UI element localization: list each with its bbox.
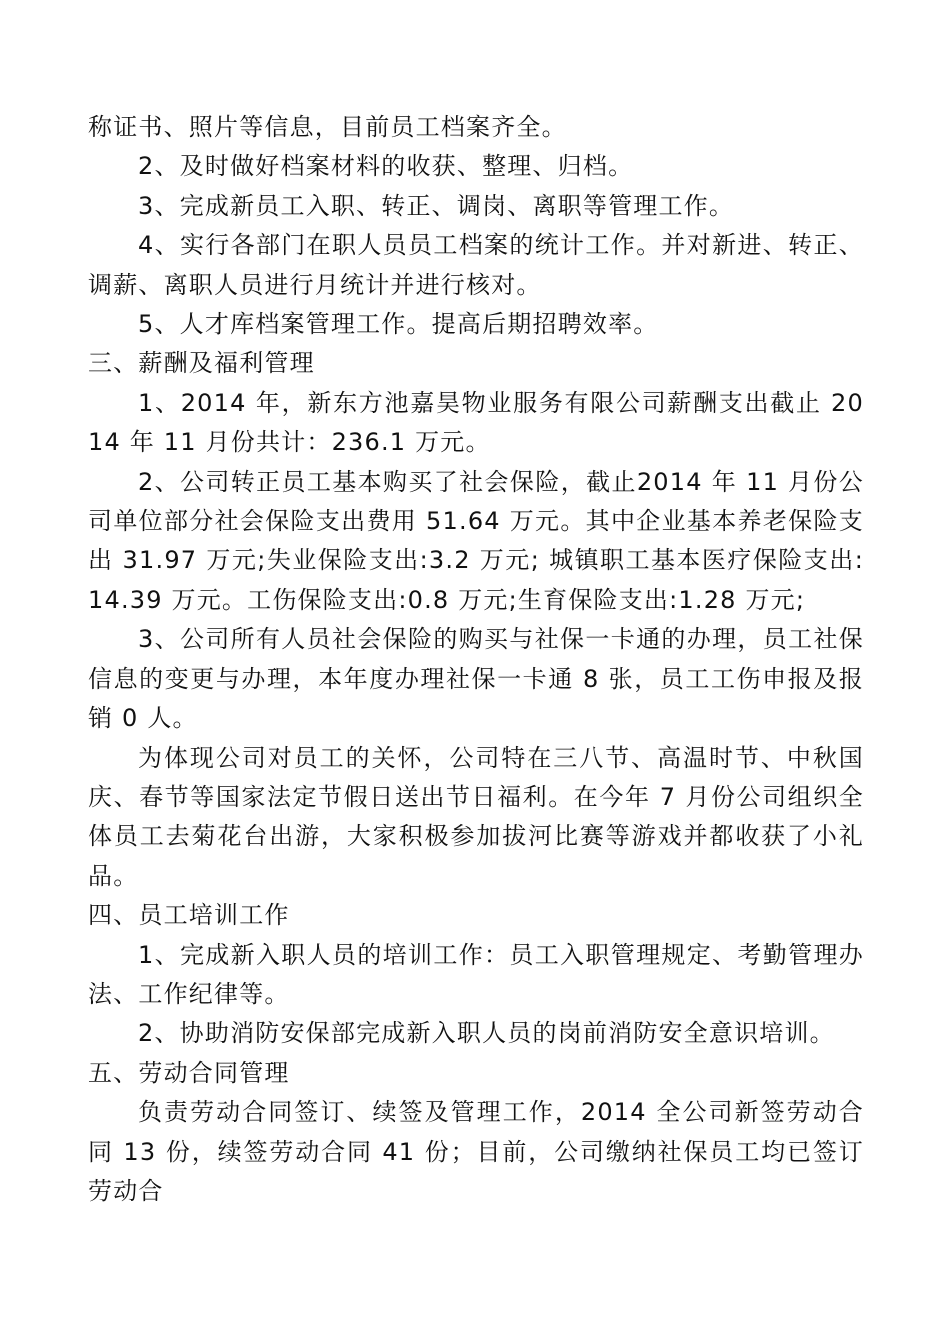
list-item-talent-pool: 5、人才库档案管理工作。提高后期招聘效率。 bbox=[138, 310, 659, 339]
document-page bbox=[88, 108, 864, 1211]
list-item-fire-safety-training: 2、协助消防安保部完成新入职人员的岗前消防安全意识培训。 bbox=[138, 1019, 835, 1048]
list-item-social-insurance: 2、公司转正员工基本购买了社会保险，截止2014 年 11 月份公司单位部分社会保险支出费用 51.64 万元。其中企业基本养老保险支出 31.97 万元;失业保险支出:3.2 万元; 城镇职工基本医疗保险支出:14.39 万元。工伤保险支出:0.8 万元;生育保险支出:1.28 万元; bbox=[88, 467, 864, 614]
paragraph-employee-welfare: 为体现公司对员工的关怀，公司特在三八节、高温时节、中秋国庆、春节等国家法定节假日送出节日福利。在今年 7 月份公司组织全体员工去菊花台出游，大家积极参加拔河比赛等游戏并都收获了小礼品。 bbox=[88, 743, 864, 890]
list-item-onboarding-management: 3、完成新员工入职、转正、调岗、离职等管理工作。 bbox=[138, 191, 735, 220]
section-heading-training: 四、员工培训工作 bbox=[88, 901, 290, 930]
section-heading-labor-contract: 五、劳动合同管理 bbox=[88, 1058, 290, 1087]
paragraph-archive-contents: 称证书、照片等信息，目前员工档案齐全。 bbox=[88, 113, 567, 141]
list-item-archive-statistics: 4、实行各部门在职人员员工档案的统计工作。并对新进、转正、调薪、离职人员进行月统计并进行核对。 bbox=[88, 231, 864, 299]
list-item-social-security-card: 3、公司所有人员社会保险的购买与社保一卡通的办理，员工社保信息的变更与办理，本年度办理社保一卡通 8 张，员工工伤申报及报销 0 人。 bbox=[88, 625, 864, 733]
paragraph-labor-contract: 负责劳动合同签订、续签及管理工作，2014 全公司新签劳动合同 13 份，续签劳动合同 41 份；目前，公司缴纳社保员工均已签订劳动合 bbox=[88, 1098, 864, 1205]
list-item-salary-expense: 1、2014 年，新东方池嘉昊物业服务有限公司薪酬支出截止 2014 年 11 月份共计：236.1 万元。 bbox=[88, 388, 864, 457]
list-item-archive-collection: 2、及时做好档案材料的收获、整理、归档。 bbox=[138, 152, 634, 181]
section-heading-compensation: 三、薪酬及福利管理 bbox=[88, 349, 315, 378]
list-item-new-hire-training: 1、完成新入职人员的培训工作：员工入职管理规定、考勤管理办法、工作纪律等。 bbox=[88, 940, 864, 1008]
